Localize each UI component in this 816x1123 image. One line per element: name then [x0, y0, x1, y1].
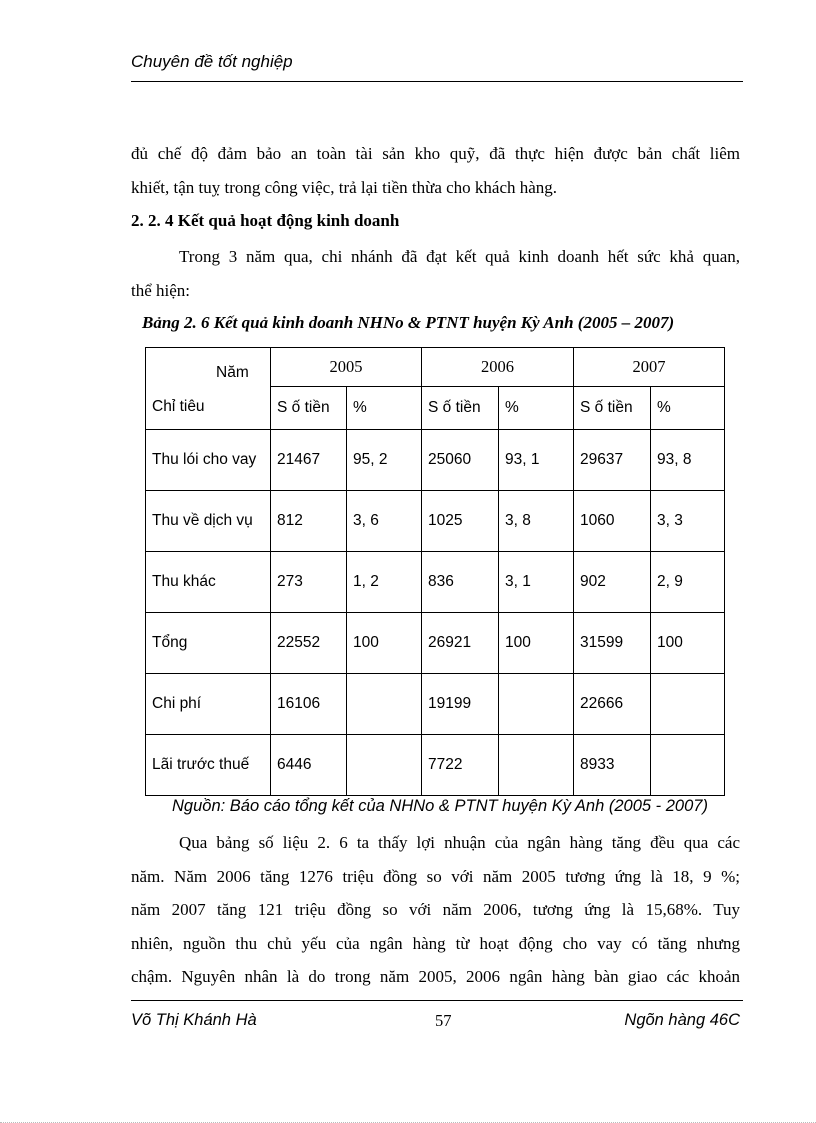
text-line: Qua bảng số liệu 2. 6 ta thấy lợi nhuận của ngân hàng tăng đều qua các	[179, 833, 740, 852]
text-line: chậm. Nguyên nhân là do trong năm 2005, 2006 ngân hàng bàn giao các khoản	[131, 967, 740, 986]
table-row	[146, 552, 725, 613]
table-cell: 836	[422, 552, 499, 613]
table-cell: 29637	[574, 430, 651, 491]
percent-column-header: %	[347, 387, 422, 430]
table-row	[146, 491, 725, 552]
header-title: Chuyên đề tốt nghiệp	[131, 52, 293, 71]
table-corner-cell	[146, 348, 271, 430]
row-label: Thu khác	[146, 552, 271, 613]
table-cell	[347, 735, 422, 796]
percent-column-header: %	[499, 387, 574, 430]
row-label: Thu lói cho vay	[146, 430, 271, 491]
text-line: khiết, tận tuỵ trong công việc, trả lại tiền thừa cho khách hàng.	[131, 177, 558, 197]
table-cell	[651, 674, 725, 735]
table-caption: Bảng 2. 6 Kết quả kinh doanh NHNo & PTNT huyện Kỳ Anh (2005 – 2007)	[142, 313, 675, 332]
year-header: 2006	[422, 348, 574, 387]
table-cell: 3, 1	[499, 552, 574, 613]
text-line: nhiên, nguồn thu chủ yếu của ngân hàng từ hoạt động cho vay có tăng nhưng	[131, 933, 740, 953]
corner-year-label: Năm	[216, 364, 249, 381]
row-label: Thu về dịch vụ	[146, 491, 271, 552]
footer-author: Võ Thị Khánh Hà	[131, 1011, 257, 1029]
table-cell: 3, 6	[347, 491, 422, 552]
header-rule	[131, 81, 743, 82]
table-row	[146, 430, 725, 491]
row-label: Tổng	[146, 613, 271, 674]
text-line: năm. Năm 2006 tăng 1276 triệu đồng so với năm 2005 tương ứng là 18, 9 %;	[131, 866, 740, 886]
year-header: 2007	[574, 348, 725, 387]
table-cell: 25060	[422, 430, 499, 491]
footer-rule	[131, 1000, 743, 1001]
table-cell: 16106	[271, 674, 347, 735]
analysis-paragraph	[131, 826, 740, 994]
table-source-note: Nguồn: Báo cáo tổng kết của NHNo & PTNT huyện Kỳ Anh (2005 - 2007)	[172, 797, 708, 815]
table-cell: 8933	[574, 735, 651, 796]
table-cell: 95, 2	[347, 430, 422, 491]
table-cell: 273	[271, 552, 347, 613]
table-header-row	[146, 348, 725, 387]
year-header: 2005	[271, 348, 422, 387]
footer-class: Ngõn hàng 46C	[624, 1011, 740, 1029]
table-cell: 22666	[574, 674, 651, 735]
intro-paragraph	[131, 137, 740, 204]
table-cell: 100	[499, 613, 574, 674]
table-cell	[651, 735, 725, 796]
amount-column-header: S ố tiền	[422, 387, 499, 430]
amount-column-header: S ố tiền	[574, 387, 651, 430]
table-cell: 21467	[271, 430, 347, 491]
text-line: Trong 3 năm qua, chi nhánh đã đạt kết quả kinh doanh hết sức khả quan,	[179, 247, 740, 266]
text-line: năm 2007 tăng 121 triệu đồng so với năm 2006, tương ứng là 15,68%. Tuy	[131, 900, 740, 919]
table-cell: 1025	[422, 491, 499, 552]
row-label: Lãi trước thuế	[146, 735, 271, 796]
table-row	[146, 674, 725, 735]
text-line: thể hiện:	[131, 280, 191, 300]
table-cell: 26921	[422, 613, 499, 674]
section-heading: 2. 2. 4 Kết quả hoạt động kinh doanh	[131, 211, 400, 230]
percent-column-header: %	[651, 387, 725, 430]
row-label: Chi phí	[146, 674, 271, 735]
table-cell: 93, 1	[499, 430, 574, 491]
table-cell: 2, 9	[651, 552, 725, 613]
table-cell	[499, 735, 574, 796]
section-paragraph	[131, 240, 740, 307]
table-cell: 31599	[574, 613, 651, 674]
table-cell: 3, 8	[499, 491, 574, 552]
text-line: đủ chế độ đảm bảo an toàn tài sản kho quỹ, đã thực hiện được bản chất liêm	[131, 144, 740, 163]
results-table	[145, 347, 725, 796]
table-cell	[499, 674, 574, 735]
page-number: 57	[435, 1011, 452, 1030]
table-row	[146, 613, 725, 674]
amount-column-header: S ố tiền	[271, 387, 347, 430]
table-cell: 812	[271, 491, 347, 552]
table-cell: 93, 8	[651, 430, 725, 491]
table-cell: 100	[347, 613, 422, 674]
table-cell: 3, 3	[651, 491, 725, 552]
table-cell: 902	[574, 552, 651, 613]
table-row	[146, 735, 725, 796]
corner-indicator-label: Chỉ tiêu	[152, 398, 205, 415]
table-cell: 6446	[271, 735, 347, 796]
table-cell: 7722	[422, 735, 499, 796]
table-cell: 1060	[574, 491, 651, 552]
table-cell: 1, 2	[347, 552, 422, 613]
table-cell: 22552	[271, 613, 347, 674]
table-cell: 19199	[422, 674, 499, 735]
table-cell: 100	[651, 613, 725, 674]
table-cell	[347, 674, 422, 735]
